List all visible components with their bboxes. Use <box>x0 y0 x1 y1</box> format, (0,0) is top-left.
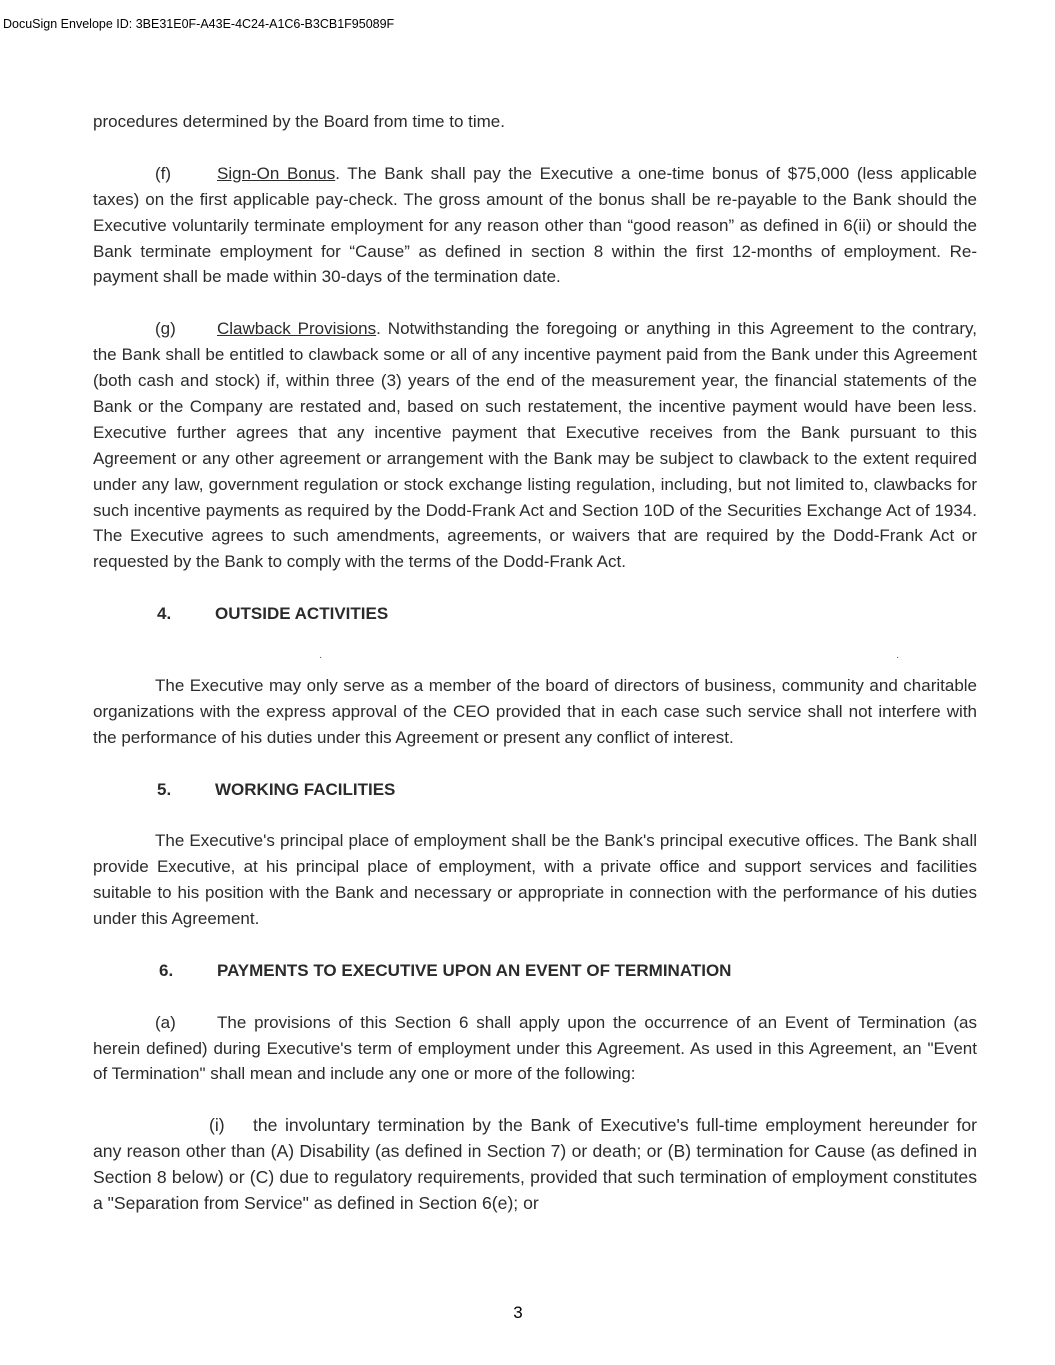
section-4-title: OUTSIDE ACTIVITIES <box>215 604 389 624</box>
docusign-envelope-id: DocuSign Envelope ID: 3BE31E0F-A43E-4C24-A1C6-B3CB1F95089F <box>3 17 395 31</box>
sign-on-bonus-body: . The Bank shall pay the Executive a one-time bonus of $75,000 (less applicable taxes) on the first applicable pay-check. The gross amount of the bonus shall be re-payable to the Bank should the Executive voluntarily terminate employment for any reason other than “good reason” as defined in 6(ii) or should the Bank terminate employment for “Cause” as defined in section 8 within the first 12-months of employment. Re-payment shall be made within 30-days of the termination date. <box>93 163 977 287</box>
section-6a-paragraph <box>93 1010 977 1088</box>
document-page <box>93 109 977 1217</box>
section-5-paragraph <box>93 828 977 932</box>
section-4-paragraph <box>93 673 977 751</box>
section-6-title: PAYMENTS TO EXECUTIVE UPON AN EVENT OF TERMINATION <box>217 960 732 980</box>
scan-artifacts <box>93 653 977 673</box>
section-4-heading <box>157 601 977 627</box>
page-number: 3 <box>513 1303 523 1322</box>
section-6-number: 6. <box>159 960 174 980</box>
section-6-heading <box>159 958 977 984</box>
sign-on-bonus-title: Sign-On Bonus <box>217 163 336 183</box>
section-5-number: 5. <box>157 779 172 799</box>
section-5-title: WORKING FACILITIES <box>215 779 396 799</box>
section-4-number: 4. <box>157 604 172 624</box>
sign-on-bonus-paragraph <box>93 161 977 291</box>
sign-on-bonus-label: (f) <box>155 163 172 183</box>
clawback-body: . Notwithstanding the foregoing or anything in this Agreement to the contrary, the Bank shall be entitled to clawback some or all of any incentive payment paid from the Bank under this Agreement (both cash and stock) if, within three (3) years of the end of the measurement year, the financial statements of the Bank or the Company are restated and, based on such restatement, the incentive payment would have been less. Executive further agrees that any incentive payment that Executive receives from the Bank pursuant to this Agreement or any other agreement or arrangement with the Bank may be subject to clawback to the extent required under any law, government regulation or stock exchange listing regulation, including, but not limited to, clawbacks for such incentive payments as required by the Dodd-Frank Act and Section 10D of the Securities Exchange Act of 1934. The Executive agrees to such amendments, agreements, or waivers that are required by the Dodd-Frank Act or requested by the Bank to comply with the terms of the Dodd-Frank Act. <box>93 319 977 572</box>
clawback-paragraph <box>93 316 977 575</box>
section-6a-i-body: the involuntary termination by the Bank of Executive's full-time employment hereunder for any reason other than (A) Disability (as defined in Section 7) or death; or (B) termination for Cause (as defined in Section 8 below) or (C) due to regulatory requirements, provided that such termination of employment constitutes a "Separation from Service" as defined in Section 6(e); or <box>93 1115 977 1213</box>
clawback-title: Clawback Provisions <box>217 319 377 339</box>
section-6a-body: The provisions of this Section 6 shall apply upon the occurrence of an Event of Termination (as herein defined) during Executive's term of employment under this Agreement. As used in this Agreement, an "Event of Termination" shall mean and include any one or more of the following: <box>93 1012 977 1084</box>
clawback-label: (g) <box>155 319 176 339</box>
section-6a-label: (a) <box>155 1012 176 1032</box>
intro-paragraph: procedures determined by the Board from time to time. <box>93 112 505 131</box>
section-6a-i-paragraph <box>93 1113 977 1217</box>
scan-dot: · <box>896 651 900 663</box>
scan-dot: · <box>319 651 323 663</box>
section-6a-i-label: (i) <box>209 1115 225 1136</box>
section-5-body: The Executive's principal place of employment shall be the Bank's principal executive offices. The Bank shall provide Executive, at his principal place of employment, with a private office and support services and facilities suitable to his position with the Bank and necessary or appropriate in connection with the performance of his duties under this Agreement. <box>93 831 977 929</box>
section-5-heading <box>157 777 977 803</box>
section-4-body: The Executive may only serve as a member of the board of directors of business, community and charitable organizations with the express approval of the CEO provided that in each case such service shall not interfere with the performance of his duties under this Agreement or present any conflict of interest. <box>93 675 977 747</box>
